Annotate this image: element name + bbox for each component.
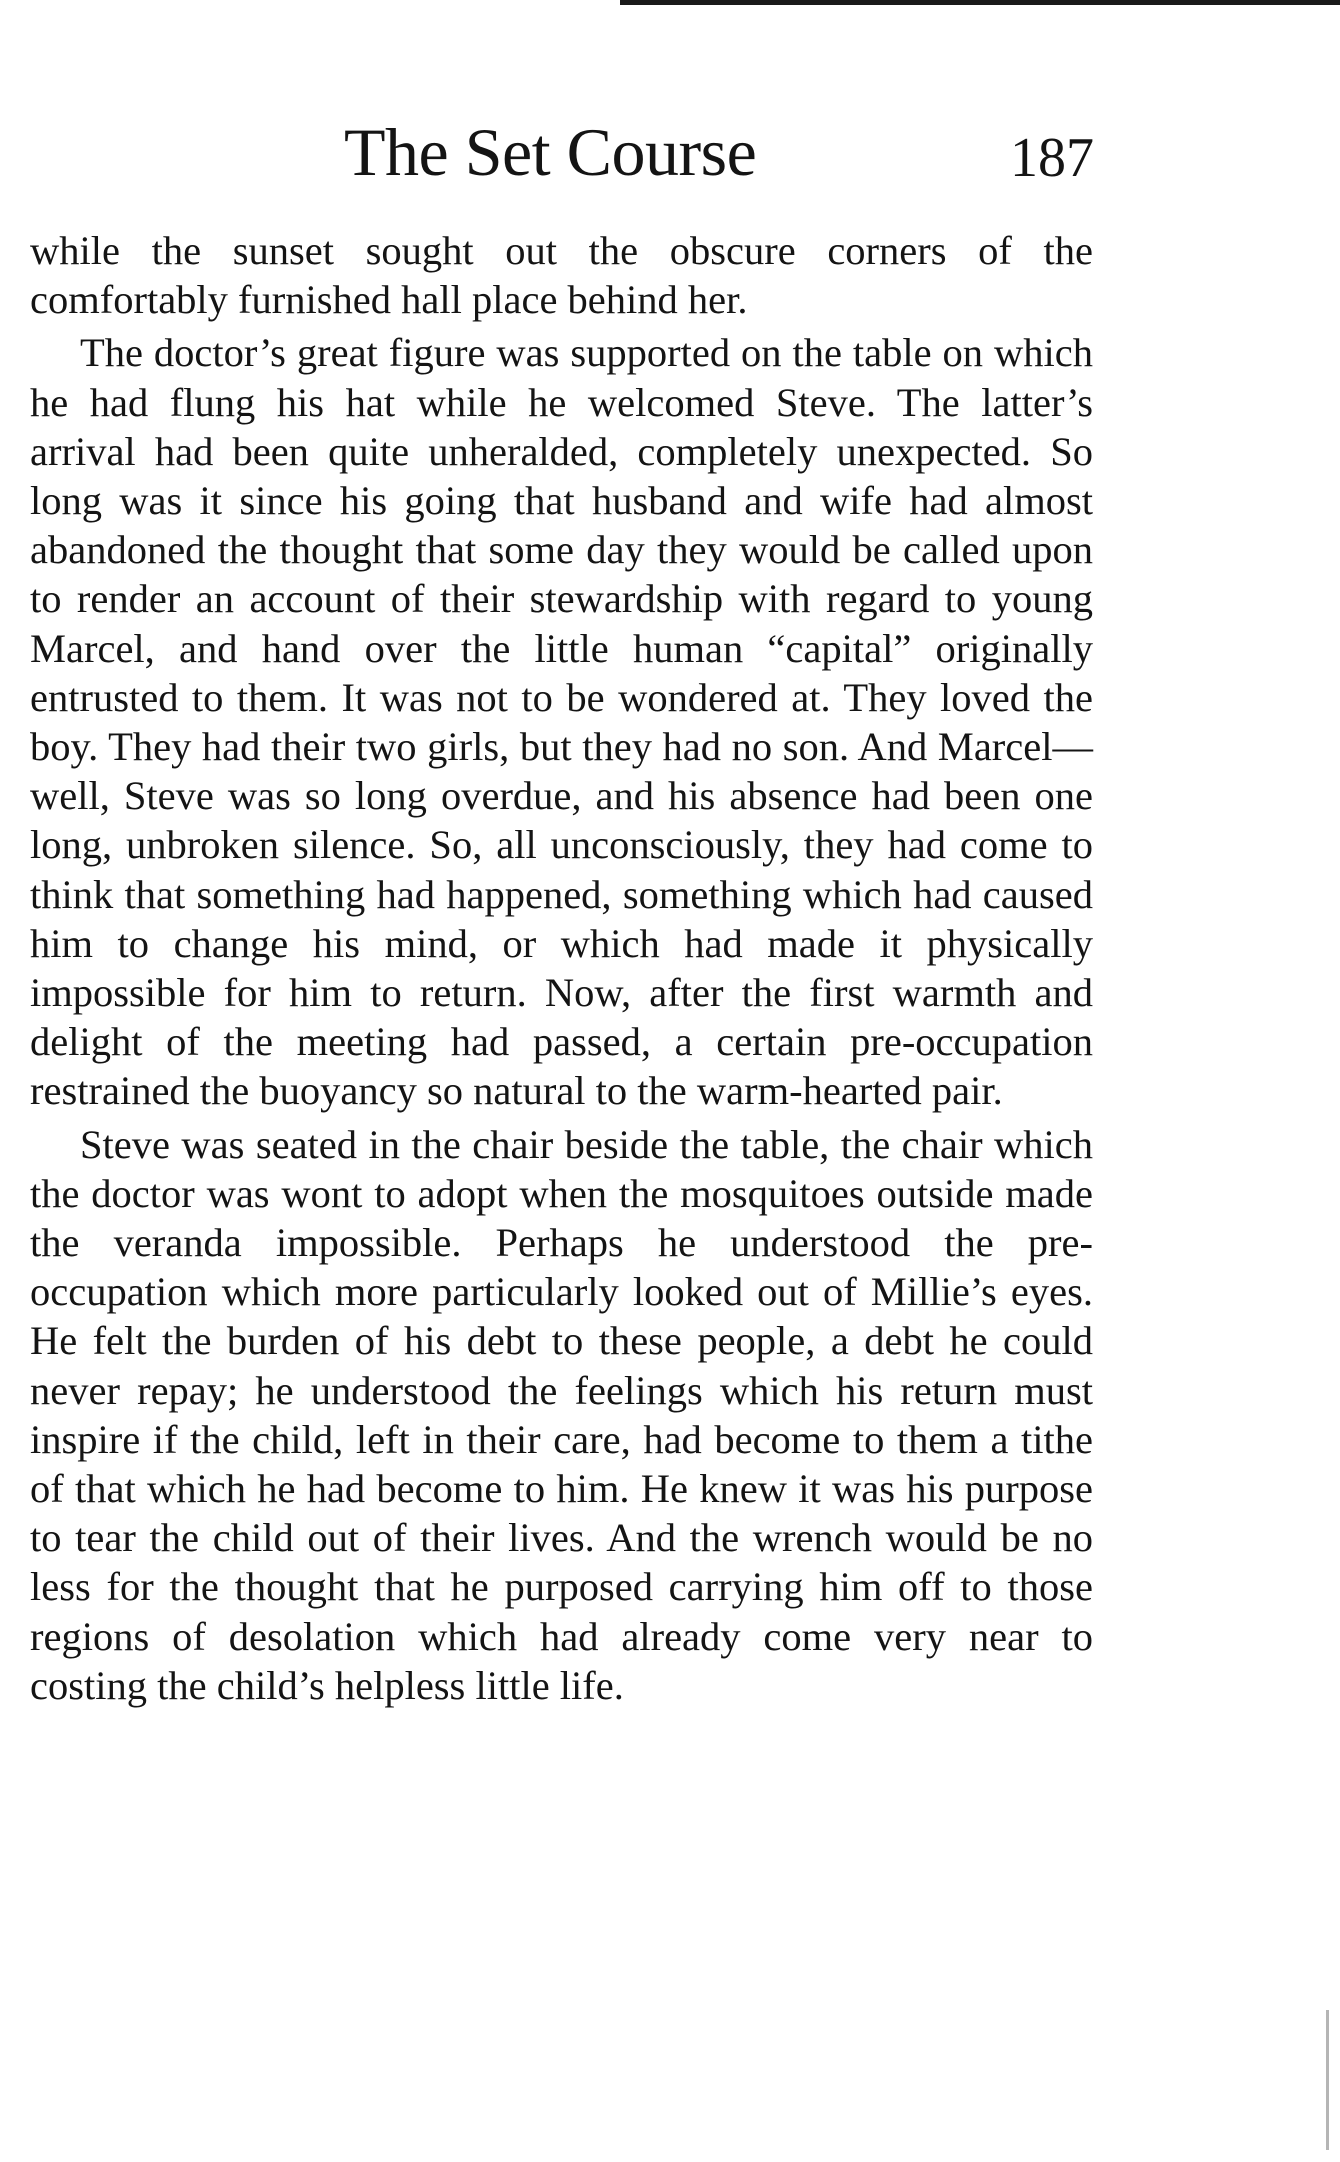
margin-speck [1326,2010,1329,2150]
paragraph-3: Steve was seated in the chair beside the table, the chair which the doctor was wont to adopt when the mosquitoes outside made the veranda impossible. Perhaps he understood the pre-occupation which more particularly looked out of Millie’s eyes. He felt the burden of his debt to these people, a debt he could never repay; he understood the feelings which his return must inspire if the child, left in their care, had become to them a tithe of that which he had become to him. He knew it was his purpose to tear the child out of their lives. And the wrench would be no less for the thought that he purposed carrying him off to those regions of desolation which had already come very near to costing the child’s helpless little life. [30,1121,1093,1708]
page-number: 187 [1010,127,1094,189]
paragraph-2: The doctor’s great figure was supported on the table on which he had flung his hat while he welcomed Steve. The latter’s arrival had been quite unheralded, completely unexpected. So long was it since his going that husband and wife had almost abandoned the thought that some day they would be called upon to render an account of their stewardship with regard to young Marcel, and hand over the little human “capital” originally entrusted to them. It was not to be wondered at. They loved the boy. They had their two girls, but they had no son. And Marcel—well, Steve was so long overdue, and his absence had been one long, unbroken silence. So, all unconsciously, they had come to think that something had happened, something which had caused him to change his mind, or which had made it physically impossible for him to return. Now, after the first warmth and delight of the meeting had passed, a certain pre-occupation restrained the buoyancy so natural to the warm-hearted pair. [30,330,1093,1114]
body-text [30,226,1093,1710]
page-header [0,112,1340,202]
running-title: The Set Course [344,114,757,190]
top-edge-rule [620,0,1340,5]
paragraph-1: while the sunset sought out the obscure corners of the comfortably furnished hall place behind her. [30,228,1093,323]
